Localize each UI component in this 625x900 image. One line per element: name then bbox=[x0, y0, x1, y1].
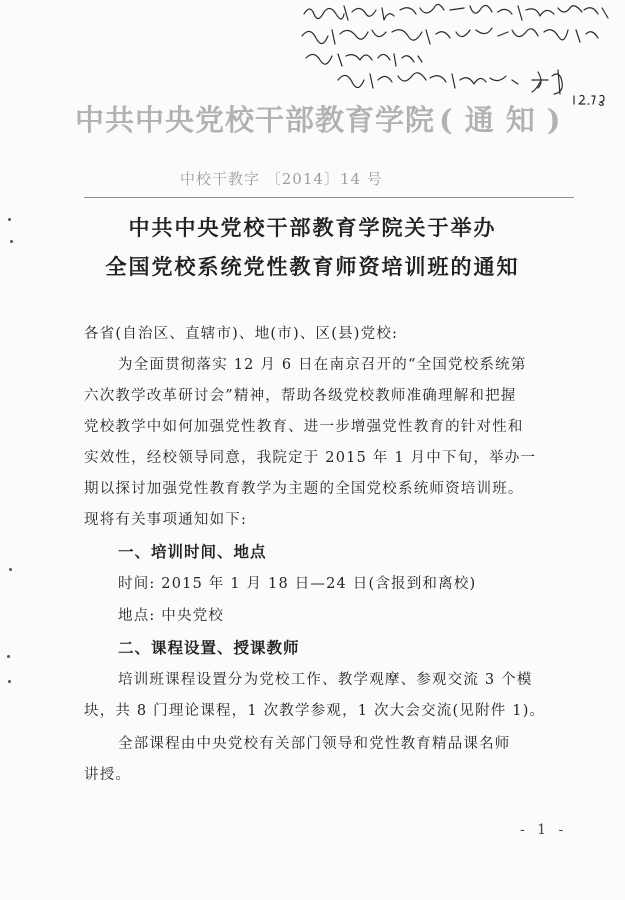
binding-mark bbox=[9, 568, 12, 571]
binding-mark bbox=[10, 240, 13, 243]
paragraph-line: 全部课程由中央党校有关部门领导和党性教育精品课名师 bbox=[118, 736, 511, 752]
header-divider bbox=[84, 197, 574, 198]
paragraph-line: 实效性，经校领导同意，我院定于 2015 年 1 月中下旬，举办一 bbox=[84, 450, 537, 466]
org-name: 中共中央党校干部教育学院 bbox=[75, 103, 436, 137]
document-number: 中校干教字 〔2014〕14 号 bbox=[180, 170, 383, 188]
document-type: (通知) bbox=[439, 103, 573, 137]
training-time: 时间: 2015 年 1 月 18 日—24 日(含报到和离校) bbox=[118, 576, 477, 592]
section-heading-time-place: 一、培训时间、地点 bbox=[118, 543, 267, 561]
handwriting-strokes bbox=[300, 0, 620, 110]
document-title-line-1: 中共中央党校干部教育学院关于举办 bbox=[128, 215, 497, 240]
paragraph-line: 讲授。 bbox=[84, 767, 132, 783]
section-heading-courses: 二、课程设置、授课教师 bbox=[118, 639, 300, 657]
paragraph-line: 现将有关事项通知如下: bbox=[84, 512, 248, 528]
training-place: 地点: 中央党校 bbox=[118, 608, 225, 624]
paragraph-line: 六次教学改革研讨会”精神，帮助各级党校教师准确理解和把握 bbox=[84, 388, 517, 404]
paragraph-line: 期以探讨加强党性教育教学为主题的全国党校系统师资培训班。 bbox=[84, 481, 524, 497]
paragraph-line: 为全面贯彻落实 12 月 6 日在南京召开的“全国党校系统第 bbox=[118, 357, 527, 373]
binding-mark bbox=[7, 655, 10, 658]
handwritten-annotation bbox=[300, 0, 620, 110]
paragraph-line: 培训班课程设置分为党校工作、教学观摩、参观交流 3 个模 bbox=[118, 672, 533, 688]
binding-mark bbox=[8, 680, 11, 683]
issuing-org-header bbox=[75, 98, 573, 139]
document-title-line-2: 全国党校系统党性教育师资培训班的通知 bbox=[105, 254, 520, 279]
page-number: - 1 - bbox=[520, 822, 568, 838]
salutation: 各省(自治区、直辖市)、地(市)、区(县)党校: bbox=[84, 326, 399, 342]
paragraph-line: 党校教学中如何加强党性教育、进一步增强党性教育的针对性和 bbox=[84, 419, 524, 435]
paragraph-line: 块，共 8 门理论课程，1 次教学参观，1 次大会交流(见附件 1)。 bbox=[84, 703, 546, 719]
binding-mark bbox=[8, 218, 11, 221]
